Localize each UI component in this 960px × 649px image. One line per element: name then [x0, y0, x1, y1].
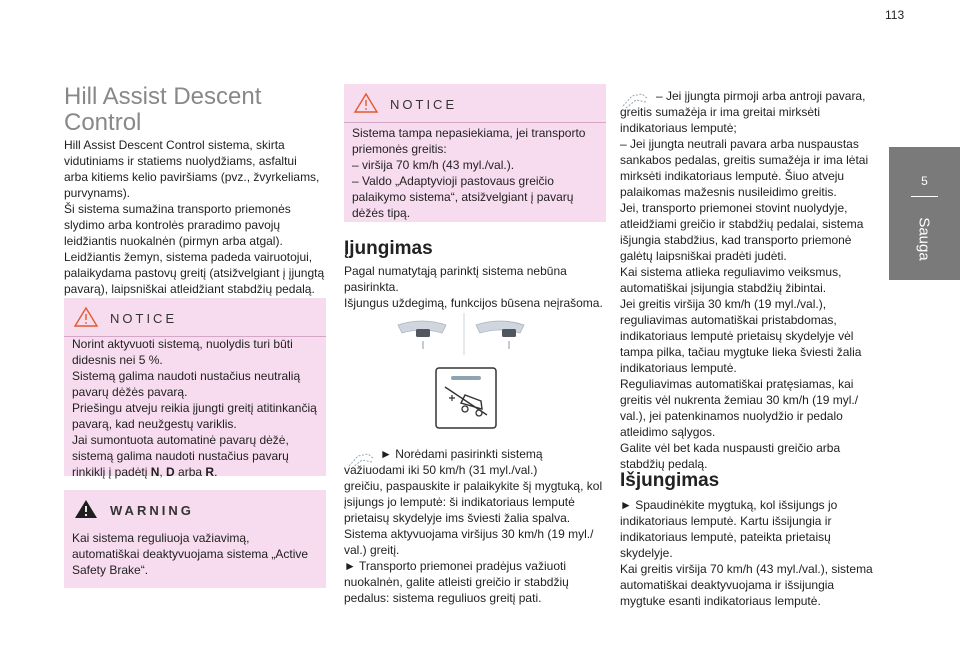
chapter-tab-divider [911, 196, 938, 197]
page-number: 113 [885, 8, 905, 22]
gear-separator: , [159, 465, 167, 479]
section-title-deactivation: Išjungimas [620, 470, 720, 491]
gear-d: D [166, 465, 175, 479]
gear-n: N [150, 465, 160, 479]
warning-triangle-icon [353, 92, 379, 114]
section-title-activation: Įjungimas [344, 238, 433, 259]
notice-box [64, 298, 326, 479]
steering-wheel-right-icon [476, 321, 524, 349]
activation-steps: ► Norėdami pasirinkti sistemą važiuodami iki 50 km/h (31 myl./val.) greičiu, paspauskite ir palaikykite šį mygtuką, kol įsijungs jo lemputė: ši indikatoriaus lemputė prietaisų skydelyje ims šviesti žalia spalva. Sistema aktyvuojama viršijus 30 km/h (19 myl./ val.) greitį. ► Transporto priemonei pradėjus važiuoti nuokalnėn, galite atleisti greičio ir stabdžių pedalus: sistema reguliuos greitį pati. [344, 447, 603, 605]
steering-wheel-left-icon [398, 321, 446, 349]
activation-intro: Pagal numatytąją parinktį sistema nebūna pasirinkta. Išjungus uždegimą, funkcijos būsena neįrašoma. [344, 264, 603, 310]
warning-box [64, 490, 326, 588]
hill-descent-button-icon [435, 367, 497, 429]
notice-header [344, 84, 606, 123]
warning-triangle-icon [73, 498, 99, 520]
warning-triangle-icon [73, 306, 99, 328]
warning-text: Kai sistema reguliuoja važiavimą, automatiškai deaktyvuojama sistema „Active Safety Brake“. [72, 531, 309, 577]
warning-header [64, 490, 326, 528]
chapter-number: 5 [921, 174, 928, 188]
section-heading: Hill Assist Descent Control [64, 83, 262, 136]
notice-header [64, 298, 326, 337]
deactivation-text: ► Spaudinėkite mygtuką, kol išsijungs jo indikatoriaus lemputė. Kartu išsijungia ir indikatoriaus lemputė, pateikta prietaisų skydelyje. Kai greitis viršija 70 km/h (43 myl./val.), sistema automatiškai deaktyvuojama ir išsijungia mygtuke esanti indikatoriaus lemputė. [620, 498, 873, 608]
chapter-tab[interactable] [889, 147, 960, 280]
notice-box [344, 84, 606, 222]
notice-text [72, 336, 320, 480]
notice-text: Sistema tampa nepasiekiama, jei transporto priemonės greitis: – viršija 70 km/h (43 myl./val.). – Valdo „Adaptyvioji pastovaus greičio palaikymo sistema“, atsižvelgiant į pavarų dėžės tipą. [352, 126, 586, 220]
warning-title: WARNING [110, 503, 194, 518]
gear-end: . [214, 465, 218, 479]
chapter-label: Sauga [915, 217, 933, 261]
dashboard-switch-illustration [392, 311, 526, 357]
notice-title: NOTICE [390, 97, 458, 112]
gear-r: R [205, 465, 215, 479]
gear-or: arba [174, 465, 206, 479]
regulation-text: – Jei įjungta pirmoji arba antroji pavara, greitis sumažėja ir ima greitai mirksėti indikatoriaus lemputė; – Jei įjungta neutrali pavara arba nuspaustas sankabos pedalas, greitis sumažėja ir ima lėtai mirksėti indikatoriaus lemputė. Šiuo atveju palaikomas mažesnis nusileidimo greitis. Jei, transporto priemonei stovint nuolydyje, atleidžiami greičio ir stabdžių pedalai, sistema išjungia stabdžius, kad transporto priemonė galėtų laipsniškai pradėti judėti. Kai sistema atlieka reguliavimo veiksmus, automatiškai įsijungia stabdžių žibintai. Jei greitis viršija 30 km/h (19 myl./val.), reguliavimas automatiškai pristabdomas, indikatoriaus lemputė prietaisų skydelyje vėl tampa pilka, tačiau mygtuke lieka šviesti žalia indikatoriaus lemputė. Reguliavimas automatiškai pratęsiamas, kai greitis vėl nukrenta žemiau 30 km/h (19 myl./ val.), jei patenkinamos nuolydžio ir pedalo atleidimo sąlygos. Galite vėl bet kada nuspausti greičio arba stabdžių pedalą. [620, 89, 869, 471]
notice-title: NOTICE [110, 311, 178, 326]
intro-text: Hill Assist Descent Control sistema, skirta vidutiniams ir statiems nuolydžiams, asfaltui arba kitiems kelio paviršiams (pvz., žvyrkeliams, purvynams). Ši sistema sumažina transporto priemonės slydimo arba kontrolės praradimo pavojų leidžiantis nuokalnėn (pirmyn arba atgal). Leidžiantis žemyn, sistema padeda vairuotojui, palaikydama pastovų greitį (atsižvelgiant į įjungtą pavarą), laipsniškai atleidžiant stabdžių pedalą. [64, 138, 325, 296]
notice-body: Norint aktyvuoti sistemą, nuolydis turi būti didesnis nei 5 %. Sistemą galima naudoti nustačius neutralią pavarų dėžės pavarą. Priešingu atveju reikia įjungti greitį atitinkančią pavarą, kad neužgestų variklis. Jai sumontuota automatinė pavarų dėžė, sistemą galima naudoti nustačius pavarų rinkiklį į padėtį [72, 337, 317, 479]
